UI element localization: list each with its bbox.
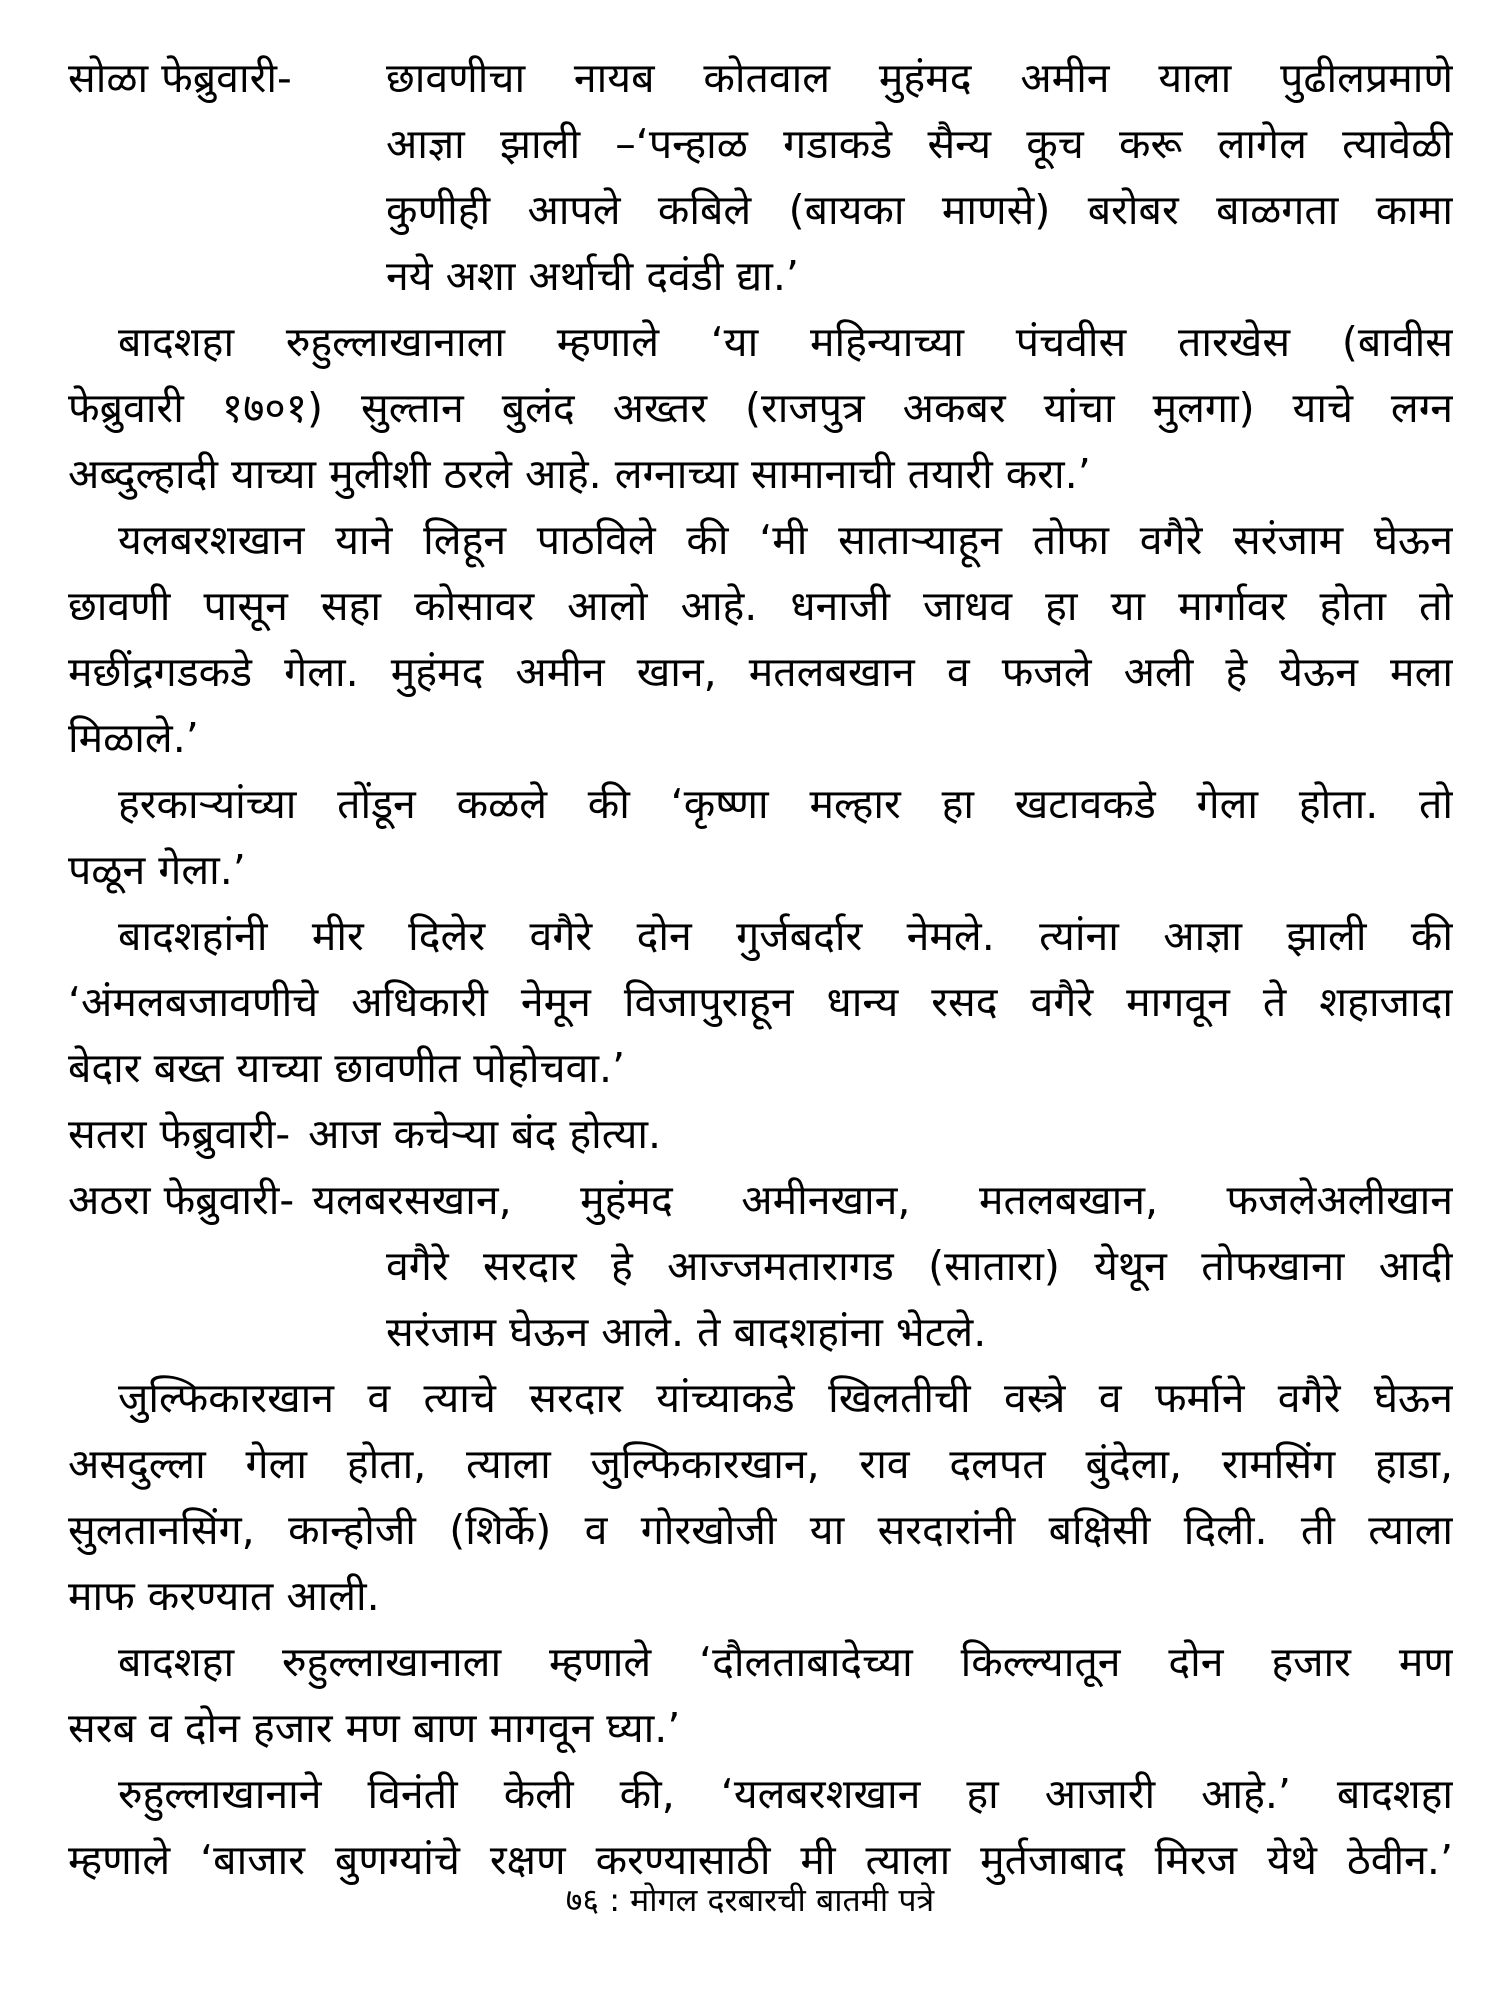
paragraph-2-line-4: मिळाले.’ — [68, 714, 199, 762]
paragraph-7-line-1: रुहुल्लाखानाने विनंती केली की, ‘यलबरशखान हा आजारी आहे.’ बादशहा — [118, 1770, 1453, 1818]
document-page — [68, 45, 1453, 1884]
paragraph-5-line-2: असदुल्ला गेला होता, त्याला जुल्फिकारखान, राव दलपत बुंदेला, रामसिंग हाडा, — [68, 1440, 1453, 1488]
entry-feb16-text-3: कुणीही आपले कबिले (बायका माणसे) बरोबर बाळगता कामा — [386, 186, 1453, 234]
entry-feb16-date: सोळा फेब्रुवारी- — [68, 54, 292, 102]
paragraph-4-line-1: बादशहांनी मीर दिलेर वगैरे दोन गुर्जबर्दार नेमले. त्यांना आज्ञा झाली की — [118, 912, 1453, 960]
entry-feb18-text-2: वगैरे सरदार हे आज्जमतारागड (सातारा) येथून तोफखाना आदी — [386, 1242, 1453, 1290]
paragraph-2-line-3: मछींद्रगडकडे गेला. मुहंमद अमीन खान, मतलबखान व फजले अली हे येऊन मला — [68, 648, 1453, 696]
paragraph-5-line-1: जुल्फिकारखान व त्याचे सरदार यांच्याकडे खिलतीची वस्त्रे व फर्माने वगैरे घेऊन — [118, 1374, 1453, 1422]
entry-feb18-date: अठरा फेब्रुवारी- — [68, 1176, 295, 1224]
entry-feb16-text-2: आज्ञा झाली –‘पन्हाळ गडाकडे सैन्य कूच करू लागेल त्यावेळी — [386, 120, 1453, 168]
page-footer: ७६ : मोगल दरबारची बातमी पत्रे — [565, 1881, 935, 1919]
entry-feb18-text-1: यलबरसखान, मुहंमद अमीनखान, मतलबखान, फजलेअलीखान — [312, 1176, 1453, 1224]
paragraph-5-line-3: सुलतानसिंग, कान्होजी (शिर्के) व गोरखोजी या सरदारांनी बक्षिसी दिली. ती त्याला — [68, 1506, 1453, 1554]
entry-feb17-line — [68, 1101, 1453, 1167]
paragraph-2-line-2: छावणी पासून सहा कोसावर आलो आहे. धनाजी जाधव हा या मार्गावर होता तो — [68, 582, 1453, 630]
paragraph-4-line-2: ‘अंमलबजावणीचे अधिकारी नेमून विजापुराहून धान्य रसद वगैरे मागवून ते शहाजादा — [68, 978, 1453, 1026]
paragraph-3-line-2: पळून गेला.’ — [68, 846, 246, 894]
paragraph-4-line-3: बेदार बख्त याच्या छावणीत पोहोचवा.’ — [68, 1044, 626, 1092]
paragraph-1-line-2: फेब्रुवारी १७०१) सुल्तान बुलंद अख्तर (राजपुत्र अकबर यांचा मुलगा) याचे लग्न — [68, 384, 1453, 432]
entry-feb18-text-3: सरंजाम घेऊन आले. ते बादशहांना भेटले. — [386, 1308, 987, 1356]
paragraph-7-line-2: म्हणाले ‘बाजार बुणग्यांचे रक्षण करण्यासाठी मी त्याला मुर्तजाबाद मिरज येथे ठेवीन.’ — [68, 1836, 1453, 1884]
entry-feb18-line-1 — [68, 1167, 1453, 1233]
entry-feb16-text-1: छावणीचा नायब कोतवाल मुहंमद अमीन याला पुढीलप्रमाणे — [386, 54, 1453, 102]
paragraph-2-line-1: यलबरशखान याने लिहून पाठविले की ‘मी साताऱ्याहून तोफा वगैरे सरंजाम घेऊन — [118, 516, 1453, 564]
paragraph-3-line-1: हरकाऱ्यांच्या तोंडून कळले की ‘कृष्णा मल्हार हा खटावकडे गेला होता. तो — [118, 780, 1453, 828]
entry-feb16-text-4: नये अशा अर्थाची दवंडी द्या.’ — [386, 252, 799, 300]
paragraph-6-line-1: बादशहा रुहुल्लाखानाला म्हणाले ‘दौलताबादेच्या किल्ल्यातून दोन हजार मण — [118, 1638, 1453, 1686]
entry-feb16-line-1 — [68, 45, 1453, 111]
paragraph-1-line-1: बादशहा रुहुल्लाखानाला म्हणाले ‘या महिन्याच्या पंचवीस तारखेस (बावीस — [118, 318, 1453, 366]
paragraph-6-line-2: सरब व दोन हजार मण बाण मागवून घ्या.’ — [68, 1704, 681, 1752]
paragraph-5-line-4: माफ करण्यात आली. — [68, 1572, 380, 1620]
paragraph-1-line-3: अब्दुल्हादी याच्या मुलीशी ठरले आहे. लग्नाच्या सामानाची तयारी करा.’ — [68, 450, 1091, 498]
entry-feb17-text: आज कचेऱ्या बंद होत्या. — [308, 1110, 662, 1158]
entry-feb17-date: सतरा फेब्रुवारी- — [68, 1110, 291, 1158]
